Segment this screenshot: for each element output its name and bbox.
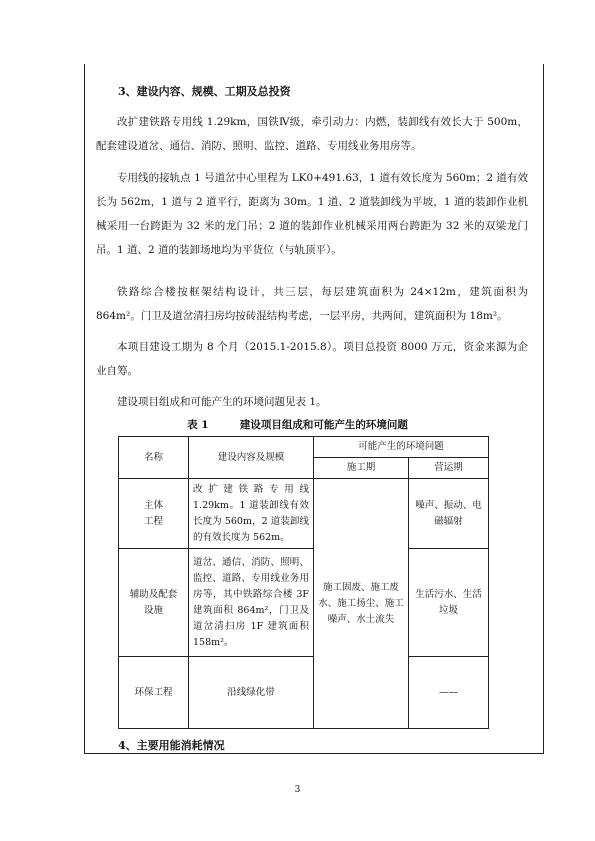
section3-heading: 3、建设内容、规模、工期及总投资 xyxy=(118,85,291,98)
paragraph-2: 专用线的接轨点 1 号道岔中心里程为 LK0+491.63，1 道有效长度为 560m；2 道有效长为 562m，1 道与 2 道平行，距离为 30m。1 道、2 道装卸线为平坡，1 道的装卸作业机械采用一台跨距为 32 米的龙门吊；2 道的装卸作业机械采用两台跨距为 32 米的双梁龙门吊。1 道、2 道的装卸场地均为平货位（与轨顶平）。 xyxy=(96,172,528,256)
table-caption xyxy=(0,417,595,432)
row-name: 主体 工程 xyxy=(119,479,189,549)
row-content: 改扩建铁路专用线 1.29km。1 道装卸线有效长度为 560m，2 道装卸线的有效长度为 562m。 xyxy=(189,479,314,549)
paragraph-3: 铁路综合楼按框架结构设计，共三层，每层建筑面积为 24×12m，建筑面积为 864m²。门卫及道岔清扫房均按砖混结构考虑，一层平房，共两间，建筑面积为 18m²。 xyxy=(96,286,528,322)
table-caption-title: 建设项目组成和可能产生的环境问题 xyxy=(239,419,408,431)
row-content: 道岔、通信、消防、照明、监控、道路、专用线业务用房等，其中铁路综合楼 3F 建筑面积 864m²，门卫及道岔清扫房 1F 建筑面积 158m²。 xyxy=(189,549,314,657)
row-operation: 噪声、振动、电磁辐射 xyxy=(409,479,489,549)
paragraph-1: 改扩建铁路专用线 1.29km，国铁Ⅳ级，牵引动力：内燃，装卸线有效长大于 500m，配套建设道岔、通信、消防、照明、监控、道路、专用线业务用房等。 xyxy=(96,116,528,152)
paragraph-4: 本项目建设工期为 8 个月（2015.1-2015.8）。项目总投资 8000 万元，资金来源为企业自筹。 xyxy=(96,341,528,377)
table-row xyxy=(119,549,489,657)
header-construction: 施工期 xyxy=(314,458,409,479)
row-name: 环保工程 xyxy=(119,657,189,729)
header-issues: 可能产生的环境问题 xyxy=(314,437,489,458)
paragraph-5: 建设项目组成和可能产生的环境问题见表 1。 xyxy=(117,396,327,408)
header-content: 建设内容及规模 xyxy=(189,437,314,479)
project-table xyxy=(118,436,489,729)
header-name: 名称 xyxy=(119,437,189,479)
table-row xyxy=(119,657,489,729)
table-caption-number: 表 1 xyxy=(187,419,209,431)
table-row xyxy=(119,479,489,549)
row-name: 辅助及配套 设施 xyxy=(119,549,189,657)
page-number: 3 xyxy=(294,785,301,795)
row-operation: 生活污水、生活垃圾 xyxy=(409,549,489,657)
section4-heading: 4、主要用能消耗情况 xyxy=(118,739,225,752)
construction-issues: 施工固废、施工废水、施工扬尘、施工噪声、水土流失 xyxy=(314,479,409,729)
row-operation: —— xyxy=(409,657,489,729)
row-content: 沿线绿化带 xyxy=(189,657,314,729)
header-operation: 营运期 xyxy=(409,458,489,479)
